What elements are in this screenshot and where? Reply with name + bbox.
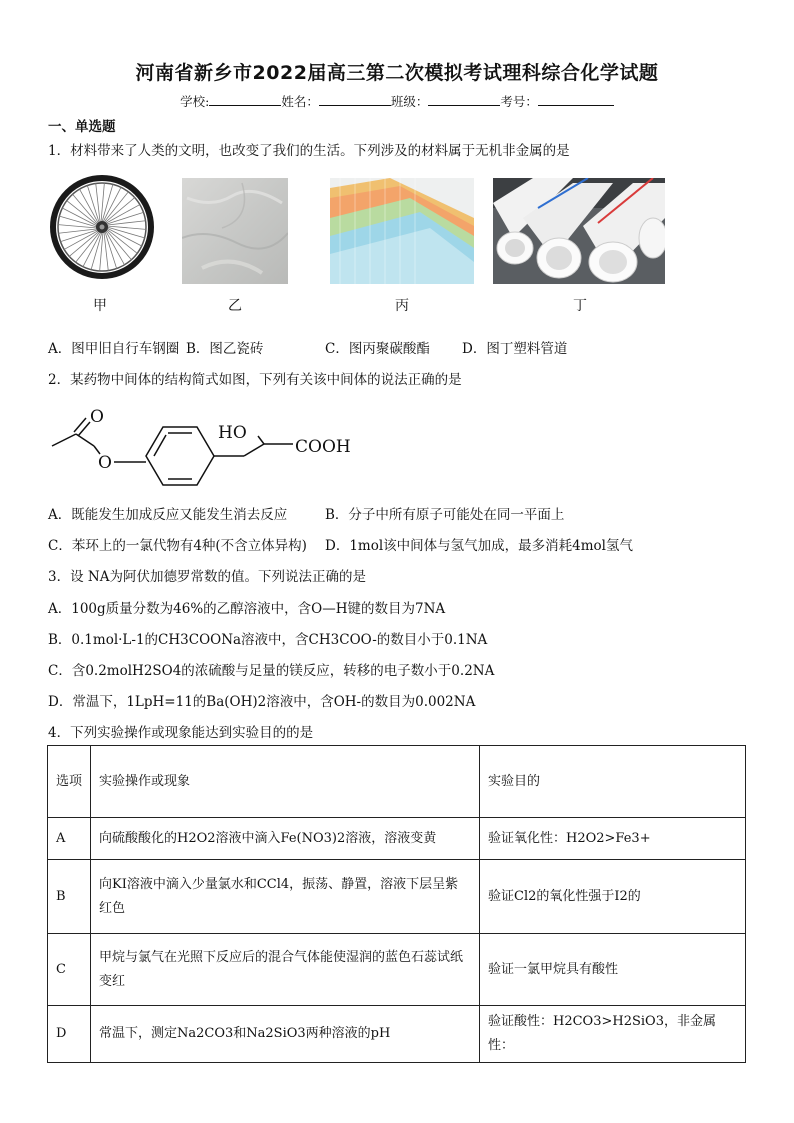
table-cell-option: C [48,934,91,1006]
caption-jia: 甲 [93,298,107,314]
table-cell-operation: 甲烷与氯气在光照下反应后的混合气体能使湿润的蓝色石蕊试纸变红 [91,934,480,1006]
table-cell-purpose: 验证酸性：H2CO3>H2SiO3，非金属性： [480,1006,746,1063]
table-cell-purpose: 验证一氯甲烷具有酸性 [480,934,746,1006]
q2-option-a[interactable]: A．既能发生加成反应又能发生消去反应 [48,507,288,523]
q1-option-b[interactable]: B．图乙瓷砖 [186,341,264,357]
ceramic-tile-image [182,178,288,284]
bicycle-wheel-image [50,172,154,282]
experiment-table [47,745,746,1063]
plastic-pipes-image [493,178,665,284]
q2-option-c[interactable]: C．苯环上的一氯代物有4种(不含立体异构) [48,538,307,554]
q4-stem: 4．下列实验操作或现象能达到实验目的的是 [48,725,314,741]
table-row [48,1006,746,1063]
table-cell-operation: 常温下，测定Na2CO3和Na2SiO3两种溶液的pH [91,1006,480,1063]
caption-ding: 丁 [573,298,587,314]
table-cell-operation: 向硫酸酸化的H2O2溶液中滴入Fe(NO3)2溶液，溶液变黄 [91,818,480,860]
caption-yi: 乙 [228,298,242,314]
structure-cooh: COOH [295,437,351,457]
q2-option-b[interactable]: B．分子中所有原子可能处在同一平面上 [325,507,565,523]
q1-option-d[interactable]: D．图丁塑料管道 [462,341,568,357]
structure-ho: HO [218,423,247,443]
q1-stem: 1．材料带来了人类的文明，也改变了我们的生活。下列涉及的材料属于无机非金属的是 [48,143,570,159]
table-header-purpose: 实验目的 [480,746,746,818]
structure-o-ester: O [98,453,112,473]
exam-no-blank [538,93,614,106]
school-blank [209,93,281,106]
structure-formula [48,402,378,488]
table-row [48,934,746,1006]
section-heading: 一、单选题 [48,119,116,135]
name-blank [319,93,391,106]
q3-option-a[interactable]: A．100g质量分数为46%的乙醇溶液中，含O—H键的数目为7NA [48,601,446,617]
table-header-row [48,746,746,818]
school-label: 学校: [180,94,210,109]
q3-option-c[interactable]: C．含0.2molH2SO4的浓硫酸与足量的镁反应，转移的电子数小于0.2NA [48,663,495,679]
table-row [48,818,746,860]
page-title: 河南省新乡市2022届高三第二次模拟考试理科综合化学试题 [135,62,659,84]
q3-option-b[interactable]: B．0.1mol·L-1的CH3COONa溶液中，含CH3COO-的数目小于0.1NA [48,632,488,648]
table-cell-purpose: 验证氧化性：H2O2>Fe3+ [480,818,746,860]
class-label: 班级： [390,94,429,109]
exam-no-label: 考号： [500,94,538,109]
q3-option-d[interactable]: D．常温下，1LpH=11的Ba(OH)2溶液中，含OH-的数目为0.002NA [48,694,476,710]
class-blank [428,93,500,106]
q2-option-d[interactable]: D．1mol该中间体与氢气加成，最多消耗4mol氢气 [325,538,633,554]
q1-option-a[interactable]: A．图甲旧自行车钢圈 [48,341,180,357]
table-cell-operation: 向KI溶液中滴入少量氯水和CCl4，振荡、静置，溶液下层呈紫红色 [91,860,480,934]
table-cell-option: B [48,860,91,934]
table-header-operation: 实验操作或现象 [91,746,480,818]
table-header-option: 选项 [48,746,91,818]
q1-option-c[interactable]: C．图丙聚碳酸酯 [325,341,430,357]
structure-o-top: O [90,407,104,427]
table-cell-purpose: 验证Cl2的氧化性强于I2的 [480,860,746,934]
student-info-line [0,92,794,110]
table-cell-option: A [48,818,91,860]
polycarbonate-sheets-image [330,178,474,284]
table-cell-option: D [48,1006,91,1063]
q3-stem: 3．设 NA为阿伏加德罗常数的值。下列说法正确的是 [48,569,366,585]
table-row [48,860,746,934]
q2-stem: 2．某药物中间体的结构简式如图，下列有关该中间体的说法正确的是 [48,372,462,388]
caption-bing: 丙 [395,298,409,314]
name-label: 姓名： [281,94,319,109]
